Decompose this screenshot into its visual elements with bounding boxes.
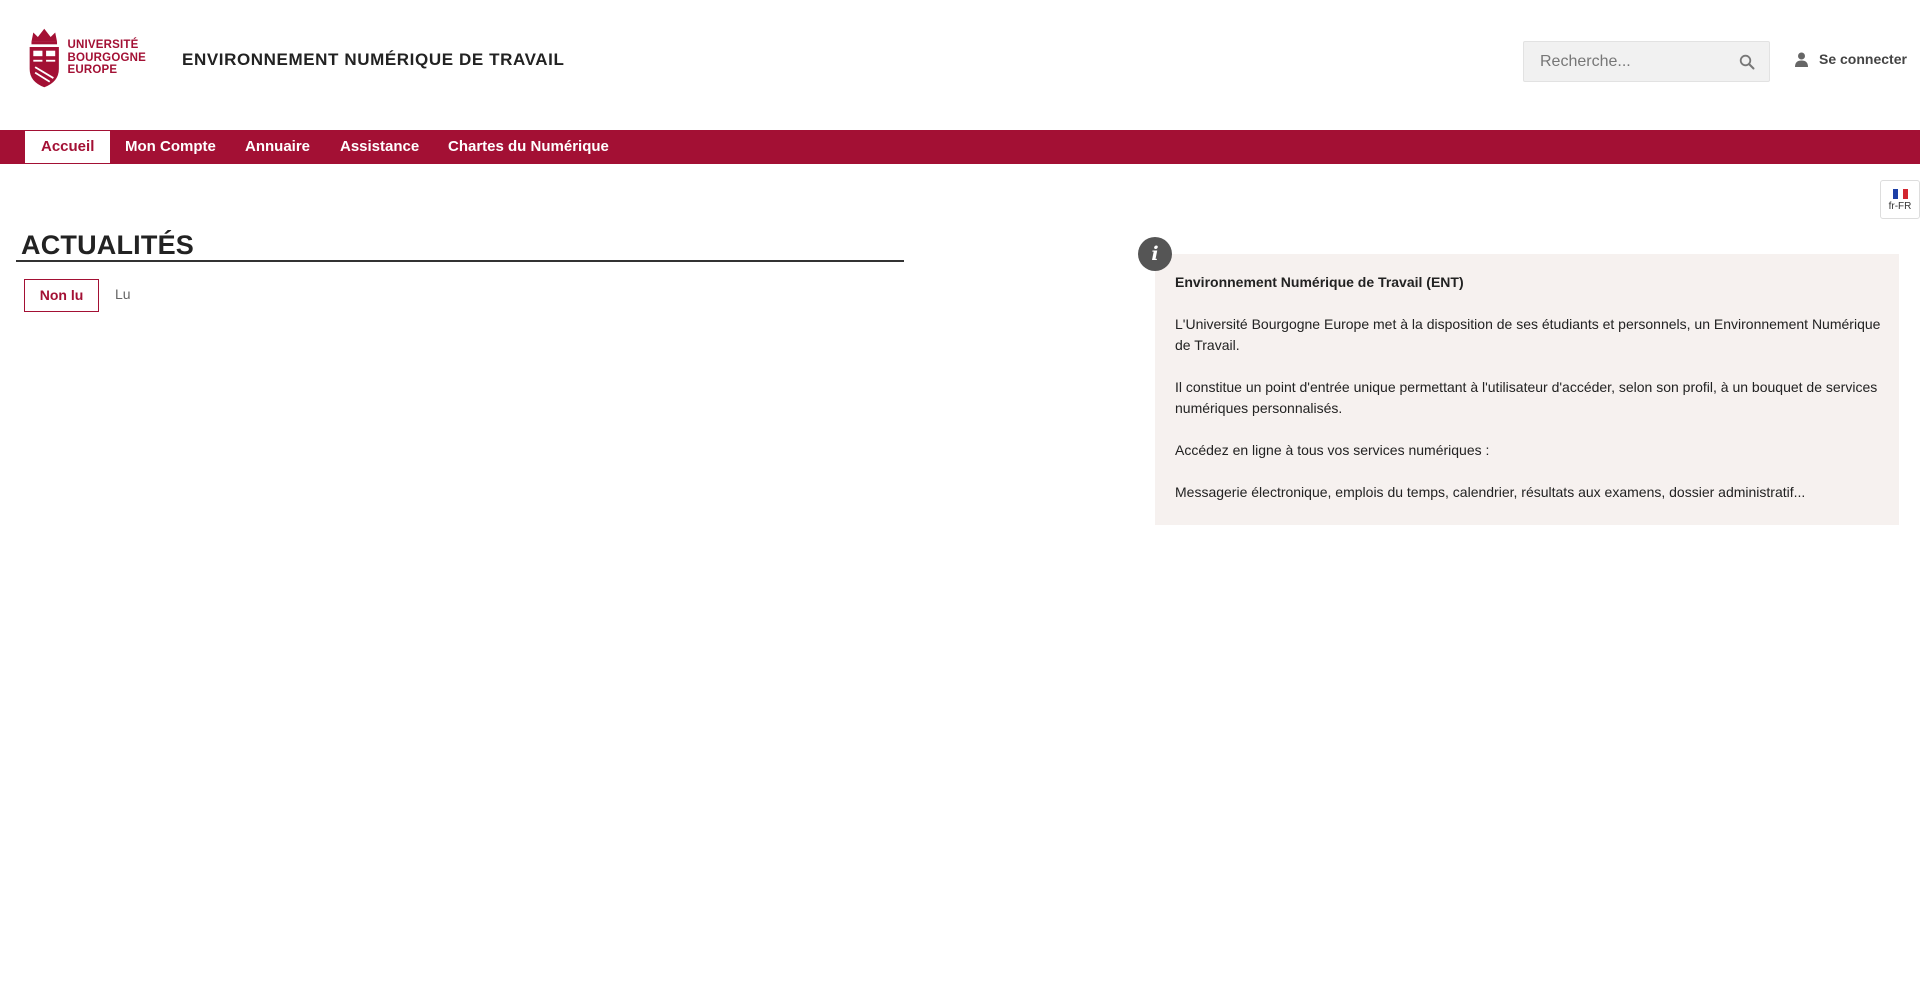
nav-item-accueil[interactable]: Accueil xyxy=(25,131,110,163)
crest-icon xyxy=(26,22,63,94)
search-icon[interactable] xyxy=(1739,54,1755,70)
user-icon xyxy=(1795,52,1808,67)
logo-line: EUROPE xyxy=(67,64,118,77)
logo-wordmark xyxy=(68,39,146,77)
news-divider xyxy=(16,260,904,262)
search-box xyxy=(1523,41,1770,82)
info-icon: i xyxy=(1138,237,1172,271)
info-content xyxy=(1175,272,1885,524)
info-paragraph: L'Université Bourgogne Europe met à la disposition de ses étudiants et personnels, un Environnement Numérique de Travail. xyxy=(1175,316,1881,353)
france-flag-icon xyxy=(1893,189,1908,199)
news-title-text: ACTUALITÉS xyxy=(21,230,194,260)
nav-item-assistance[interactable]: Assistance xyxy=(340,138,420,155)
university-logo[interactable] xyxy=(26,22,146,94)
site-header xyxy=(0,0,1920,130)
nav-item-mon-compte[interactable]: Mon Compte xyxy=(125,138,216,155)
info-heading: Environnement Numérique de Travail (ENT) xyxy=(1175,274,1464,290)
tab-unread[interactable]: Non lu xyxy=(24,279,99,312)
news-title xyxy=(21,230,194,261)
main-navigation xyxy=(0,130,1920,164)
logo-line: BOURGOGNE xyxy=(67,51,146,64)
login-label: Se connecter xyxy=(1819,51,1907,67)
info-paragraph: Messagerie électronique, emplois du temps, calendrier, résultats aux examens, dossier administratif... xyxy=(1175,484,1806,500)
language-selector[interactable] xyxy=(1880,180,1920,219)
logo-line: UNIVERSITÉ xyxy=(67,39,139,52)
search-input[interactable] xyxy=(1524,42,1724,81)
nav-item-annuaire[interactable]: Annuaire xyxy=(245,138,311,155)
nav-item-chartes-du-numerique[interactable]: Chartes du Numérique xyxy=(448,138,609,155)
info-paragraph: Il constitue un point d'entrée unique permettant à l'utilisateur d'accéder, selon son profil, à un bouquet de services numériques personnalisés. xyxy=(1175,379,1878,416)
login-button[interactable] xyxy=(1795,51,1907,67)
language-label: fr-FR xyxy=(1888,201,1912,212)
tab-read[interactable]: Lu xyxy=(115,286,131,302)
info-paragraph: Accédez en ligne à tous vos services numériques : xyxy=(1175,442,1490,458)
site-title: ENVIRONNEMENT NUMÉRIQUE DE TRAVAIL xyxy=(182,50,565,69)
